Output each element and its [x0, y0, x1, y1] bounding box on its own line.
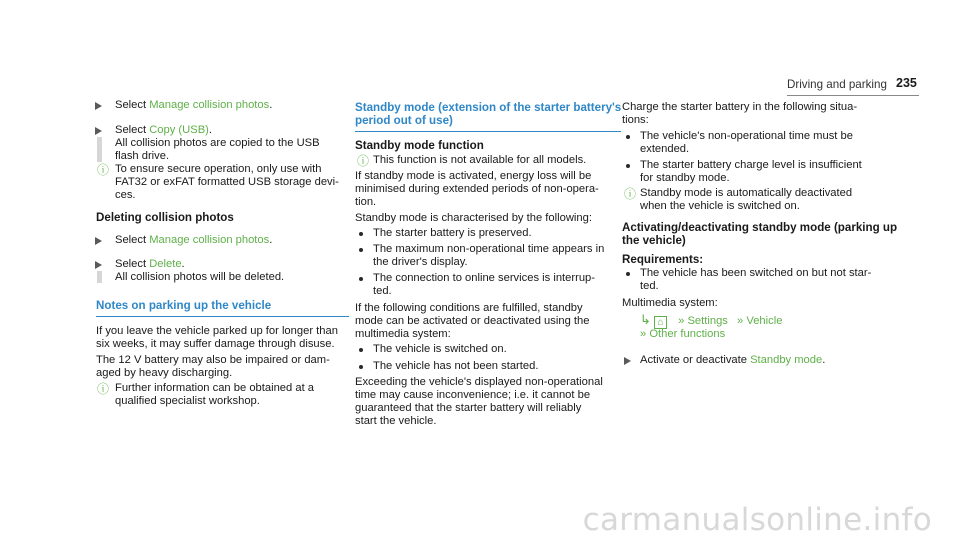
bullet-dot	[626, 164, 630, 168]
paragraph-text: aged by heavy discharging.	[96, 367, 233, 379]
heading-activating: the vehicle)	[622, 234, 686, 247]
info-icon: ⓘ	[357, 154, 370, 168]
step-arrow-icon	[95, 102, 102, 110]
list-item: for standby mode.	[640, 172, 730, 184]
heading-rule	[355, 131, 621, 132]
list-item: The starter battery is preserved.	[373, 227, 532, 239]
step-bar	[97, 271, 102, 283]
note-text: when the vehicle is switched on.	[640, 200, 800, 212]
list-item: The connection to online services is interrup-	[373, 272, 595, 284]
step-arrow-icon	[624, 357, 631, 365]
list-item: extended.	[640, 143, 690, 155]
heading-standby: period out of use)	[355, 114, 453, 127]
enter-arrow-icon: ↳	[640, 312, 651, 327]
bullet-dot	[359, 348, 363, 352]
step-select-manage-2: Select Manage collision photos.	[115, 234, 273, 246]
step-result-text: All collision photos are copied to the USB	[115, 137, 320, 149]
paragraph-text: mode can be activated or deactivated using the	[355, 315, 590, 327]
double-chevron-icon: »	[678, 315, 685, 327]
paragraph-text: start the vehicle.	[355, 415, 437, 427]
paragraph-text: time may cause inconvenience; i.e. it cannot be	[355, 389, 591, 401]
nav-other-functions[interactable]: Other functions	[649, 328, 726, 340]
watermark: carmanualsonline.info	[582, 501, 932, 538]
heading-rule	[96, 316, 349, 317]
info-icon: ⓘ	[624, 187, 637, 201]
paragraph-text: Standby mode is characterised by the following:	[355, 212, 592, 224]
list-item: The vehicle is switched on.	[373, 343, 507, 355]
note-text: This function is not available for all models.	[373, 154, 587, 166]
paragraph-text: If standby mode is activated, energy loss will be	[355, 170, 592, 182]
note-text: FAT32 or exFAT formatted USB storage devi-	[115, 176, 339, 188]
paragraph-text: minimised during extended periods of non-opera-	[355, 183, 599, 195]
home-icon[interactable]: ⌂	[654, 316, 667, 329]
list-item: ted.	[373, 285, 392, 297]
multimedia-label: Multimedia system:	[622, 297, 718, 309]
note-text: ces.	[115, 189, 136, 201]
nav-path	[640, 313, 782, 329]
bullet-dot	[359, 365, 363, 369]
bullet-dot	[359, 248, 363, 252]
delete-link[interactable]: Delete	[149, 258, 182, 270]
double-chevron-icon: »	[737, 315, 744, 327]
paragraph-text: If you leave the vehicle parked up for longer than	[96, 325, 338, 337]
list-item: The vehicle has not been started.	[373, 360, 539, 372]
list-item: The starter battery charge level is insufficient	[640, 159, 862, 171]
paragraph-text: guaranteed that the starter battery will reliably	[355, 402, 582, 414]
heading-standby: Standby mode (extension of the starter battery's	[355, 101, 622, 114]
bullet-dot	[359, 277, 363, 281]
step-result-text: flash drive.	[115, 150, 170, 162]
list-item: The maximum non-operational time appears in	[373, 243, 605, 255]
list-item: ted.	[640, 280, 659, 292]
info-icon: ⓘ	[97, 382, 110, 396]
paragraph-text: If the following conditions are fulfilled, standby	[355, 302, 583, 314]
list-item: the driver's display.	[373, 256, 468, 268]
paragraph-text: multimedia system:	[355, 328, 451, 340]
step-activate-standby: Activate or deactivate Standby mode.	[640, 354, 826, 366]
heading-standby-function: Standby mode function	[355, 139, 484, 152]
manage-collision-photos-link[interactable]: Manage collision photos	[149, 234, 270, 246]
step-bar	[97, 137, 102, 162]
step-arrow-icon	[95, 127, 102, 135]
info-icon: ⓘ	[97, 163, 110, 177]
nav-vehicle[interactable]: Vehicle	[746, 315, 783, 327]
step-select-delete: Select Delete.	[115, 258, 185, 270]
paragraph-text: The 12 V battery may also be impaired or dam-	[96, 354, 330, 366]
manage-collision-photos-link[interactable]: Manage collision photos	[149, 99, 270, 111]
paragraph-text: Exceeding the vehicle's displayed non-operational	[355, 376, 603, 388]
paragraph-text: tions:	[622, 114, 649, 126]
bullet-dot	[626, 135, 630, 139]
step-arrow-icon	[95, 261, 102, 269]
nav-path-2	[640, 328, 725, 341]
step-select-manage: Select Manage collision photos.	[115, 99, 273, 111]
bullet-dot	[626, 272, 630, 276]
nav-settings[interactable]: Settings	[687, 315, 728, 327]
step-arrow-icon	[95, 237, 102, 245]
heading-activating: Activating/deactivating standby mode (parking up	[622, 221, 898, 234]
step-result-text: All collision photos will be deleted.	[115, 271, 285, 283]
list-item: The vehicle's non-operational time must be	[640, 130, 853, 142]
paragraph-text: Charge the starter battery in the following situa-	[622, 101, 858, 113]
requirements-label: Requirements:	[622, 253, 704, 266]
heading-notes-parking: Notes on parking up the vehicle	[96, 299, 272, 312]
double-chevron-icon: »	[640, 328, 647, 340]
step-select-copy: Select Copy (USB).	[115, 124, 212, 136]
bullet-dot	[359, 232, 363, 236]
note-text: Standby mode is automatically deactivated	[640, 187, 853, 199]
heading-deleting: Deleting collision photos	[96, 211, 234, 224]
standby-mode-link[interactable]: Standby mode	[750, 354, 823, 366]
copy-usb-link[interactable]: Copy (USB)	[149, 124, 209, 136]
note-text: To ensure secure operation, only use with	[115, 163, 322, 175]
section-title: Driving and parking	[787, 78, 887, 91]
list-item: The vehicle has been switched on but not star-	[640, 267, 872, 279]
paragraph-text: tion.	[355, 196, 377, 208]
note-text: Further information can be obtained at a	[115, 382, 315, 394]
header-rule	[787, 95, 919, 96]
paragraph-text: six weeks, it may suffer damage through disuse.	[96, 338, 335, 350]
note-text: qualified specialist workshop.	[115, 395, 260, 407]
page-number: 235	[896, 76, 917, 90]
